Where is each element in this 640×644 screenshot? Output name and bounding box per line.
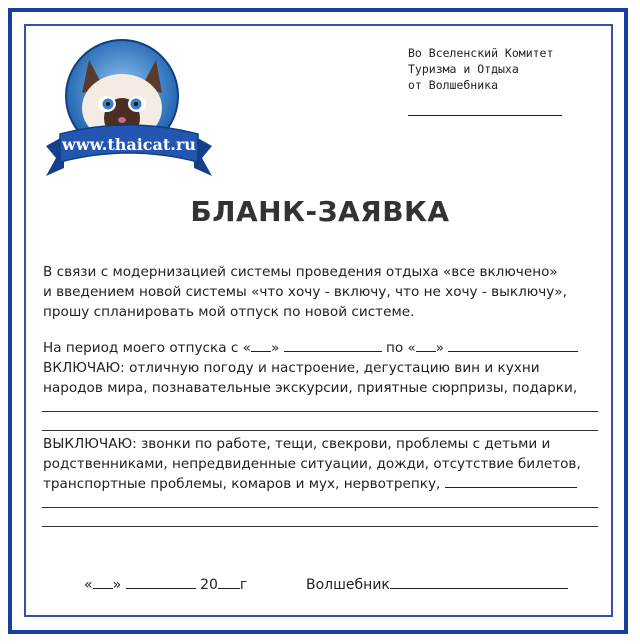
addressee-name-field[interactable] xyxy=(408,93,562,116)
period-line xyxy=(43,338,603,358)
intro-line-2: и введением новой системы «что хочу - включу, что не хочу - выключу», xyxy=(43,284,567,300)
signature-block xyxy=(306,575,568,593)
start-month-field[interactable] xyxy=(284,338,382,352)
date-block xyxy=(84,575,247,593)
date-year-field[interactable] xyxy=(218,575,240,589)
period-close-quote-2: » xyxy=(435,340,445,356)
signer-label: Волшебник xyxy=(306,577,390,593)
document-title: БЛАНК-ЗАЯВКА xyxy=(190,195,450,228)
start-day-field[interactable] xyxy=(251,338,271,352)
addressee-line-3: от Волшебника xyxy=(408,78,499,92)
period-close-quote-1: » xyxy=(270,340,280,356)
intro-paragraph xyxy=(43,262,603,322)
logo-text: www.thaicat.ru xyxy=(62,135,196,154)
exclude-write-line-1[interactable] xyxy=(42,507,598,508)
include-line-1: ВКЛЮЧАЮ: отличную погоду и настроение, дегустацию вин и кухни xyxy=(43,360,540,376)
exclude-section xyxy=(43,434,603,494)
signature-field[interactable] xyxy=(390,575,568,589)
exclude-line-2: родственниками, непредвиденные ситуации, дожди, отсутствие билетов, xyxy=(43,456,581,472)
exclude-line-1: ВЫКЛЮЧАЮ: звонки по работе, тещи, свекрови, проблемы с детьми и xyxy=(43,436,551,452)
period-prefix: На период моего отпуска с « xyxy=(43,340,251,356)
thaicat-logo xyxy=(44,38,214,178)
date-close-quote: » xyxy=(112,577,122,593)
date-day-field[interactable] xyxy=(93,575,113,589)
intro-line-3: прошу спланировать мой отпуск по новой системе. xyxy=(43,304,415,320)
include-line-2: народов мира, познавательные экскурсии, приятные сюрпризы, подарки, xyxy=(43,380,578,396)
exclude-line-3 xyxy=(43,474,603,494)
period-section xyxy=(43,338,603,398)
exclude-line-3-text: транспортные проблемы, комаров и мух, нервотрепку, xyxy=(43,476,441,492)
intro-line-1: В связи с модернизацией системы проведения отдыха «все включено» xyxy=(43,264,558,280)
end-day-field[interactable] xyxy=(416,338,436,352)
addressee-line-2: Туризма и Отдыха xyxy=(408,62,519,76)
period-po: по « xyxy=(385,340,416,356)
exclude-write-line-2[interactable] xyxy=(42,526,598,527)
include-write-line-2[interactable] xyxy=(42,430,598,431)
date-month-field[interactable] xyxy=(126,575,196,589)
date-year-suffix: г xyxy=(239,577,248,593)
addressee-block xyxy=(408,45,562,116)
exclude-inline-field[interactable] xyxy=(445,474,577,488)
addressee-line-1: Во Вселенский Комитет xyxy=(408,46,554,60)
end-month-field[interactable] xyxy=(448,338,578,352)
include-write-line-1[interactable] xyxy=(42,411,598,412)
date-open-quote: « xyxy=(84,577,93,593)
date-year-prefix: 20 xyxy=(200,577,218,593)
